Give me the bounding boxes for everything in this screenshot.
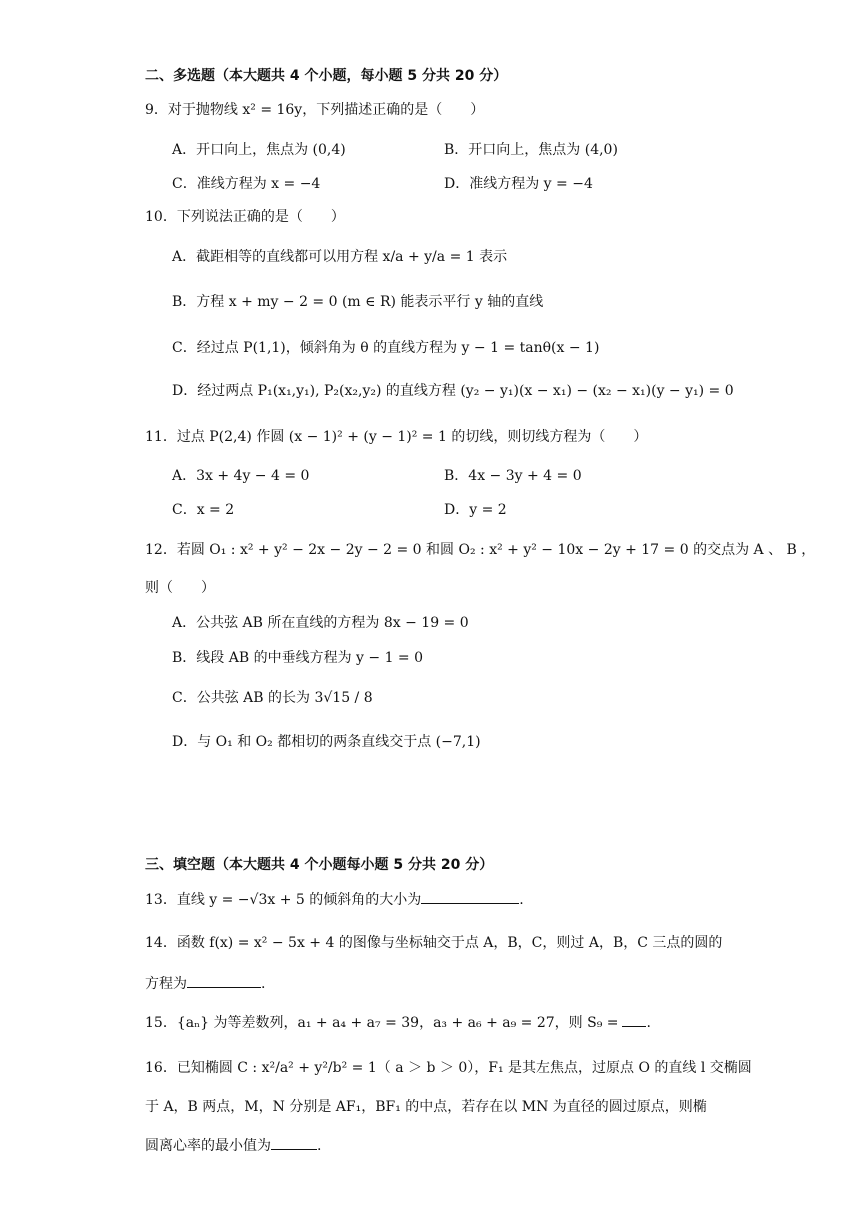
period: . [646, 1015, 651, 1031]
question-16-line-3 [145, 1135, 321, 1156]
question-15 [145, 1012, 651, 1033]
section-heading-fill-in-blank: 三、填空题（本大题共 4 个小题每小题 5 分共 20 分） [145, 857, 494, 873]
question-16-text: 圆离心率的最小值为 [145, 1138, 271, 1154]
question-9-option-b: B．开口向上，焦点为 (4,0) [444, 142, 618, 158]
question-11-stem: 11．过点 P(2,4) 作圆 (x − 1)² + (y − 1)² = 1 的切线，则切线方程为（ ） [145, 429, 648, 445]
question-9-option-c: C．准线方程为 x = −4 [172, 176, 321, 192]
question-13 [145, 889, 524, 910]
question-10-option-a: A．截距相等的直线都可以用方程 x/a + y/a = 1 表示 [172, 249, 508, 265]
period: . [317, 1138, 322, 1154]
section-heading-multiple-choice: 二、多选题（本大题共 4 个小题，每小题 5 分共 20 分） [145, 68, 508, 84]
question-16-line-2: 于 A，B 两点，M，N 分别是 AF₁，BF₁ 的中点，若存在以 MN 为直径的圆过原点，则椭 [145, 1099, 707, 1115]
question-9-option-d: D．准线方程为 y = −4 [444, 176, 593, 192]
question-12-stem-line-1: 12．若圆 O₁ : x² + y² − 2x − 2y − 2 = 0 和圆 O₂ : x² + y² − 10x − 2y + 17 = 0 的交点为 A 、 B ， [145, 542, 816, 558]
question-10-option-d: D．经过两点 P₁(x₁,y₁), P₂(x₂,y₂) 的直线方程 (y₂ − y₁)(x − x₁) − (x₂ − x₁)(y − y₁) = 0 [172, 383, 734, 399]
period: . [519, 892, 524, 908]
question-16-line-1: 16．已知椭圆 C : x²/a² + y²/b² = 1（ a ＞ b ＞ 0），F₁ 是其左焦点，过原点 O 的直线 l 交椭圆 [145, 1060, 752, 1076]
question-11-option-d: D．y = 2 [444, 502, 507, 518]
question-14-line-2 [145, 973, 265, 994]
question-12-option-b: B．线段 AB 的中垂线方程为 y − 1 = 0 [172, 650, 424, 666]
question-12-option-a: A．公共弦 AB 所在直线的方程为 8x − 19 = 0 [172, 615, 469, 631]
question-14-text: 方程为 [145, 976, 187, 992]
question-12-option-c: C．公共弦 AB 的长为 3√15 / 8 [172, 690, 373, 706]
question-10-option-b: B．方程 x + my − 2 = 0 (m ∈ R) 能表示平行 y 轴的直线 [172, 294, 544, 310]
question-11-option-c: C．x = 2 [172, 502, 235, 518]
question-10-stem: 10．下列说法正确的是（ ） [145, 209, 345, 225]
period: . [261, 976, 266, 992]
question-11-option-b: B．4x − 3y + 4 = 0 [444, 468, 582, 484]
question-13-text: 13．直线 y = −√3x + 5 的倾斜角的大小为 [145, 892, 422, 908]
question-9-option-a: A．开口向上，焦点为 (0,4) [172, 142, 346, 158]
answer-blank[interactable] [421, 889, 519, 904]
answer-blank[interactable] [187, 973, 261, 988]
question-12-option-d: D．与 O₁ 和 O₂ 都相切的两条直线交于点 (−7,1) [172, 734, 481, 750]
question-14-line-1: 14．函数 f(x) = x² − 5x + 4 的图像与坐标轴交于点 A，B，C，则过 A，B，C 三点的圆的 [145, 935, 723, 951]
question-12-stem-line-2: 则（ ） [145, 580, 215, 596]
answer-blank[interactable] [271, 1135, 317, 1150]
question-15-text: 15．{aₙ} 为等差数列，a₁ + a₄ + a₇ = 39，a₃ + a₆ + a₉ = 27，则 S₉ = [145, 1015, 619, 1031]
question-10-option-c: C．经过点 P(1,1)，倾斜角为 θ 的直线方程为 y − 1 = tanθ(x − 1) [172, 340, 600, 356]
question-11-option-a: A．3x + 4y − 4 = 0 [172, 468, 310, 484]
question-9-stem: 9．对于抛物线 x² = 16y，下列描述正确的是（ ） [145, 102, 485, 118]
answer-blank[interactable] [622, 1012, 646, 1027]
